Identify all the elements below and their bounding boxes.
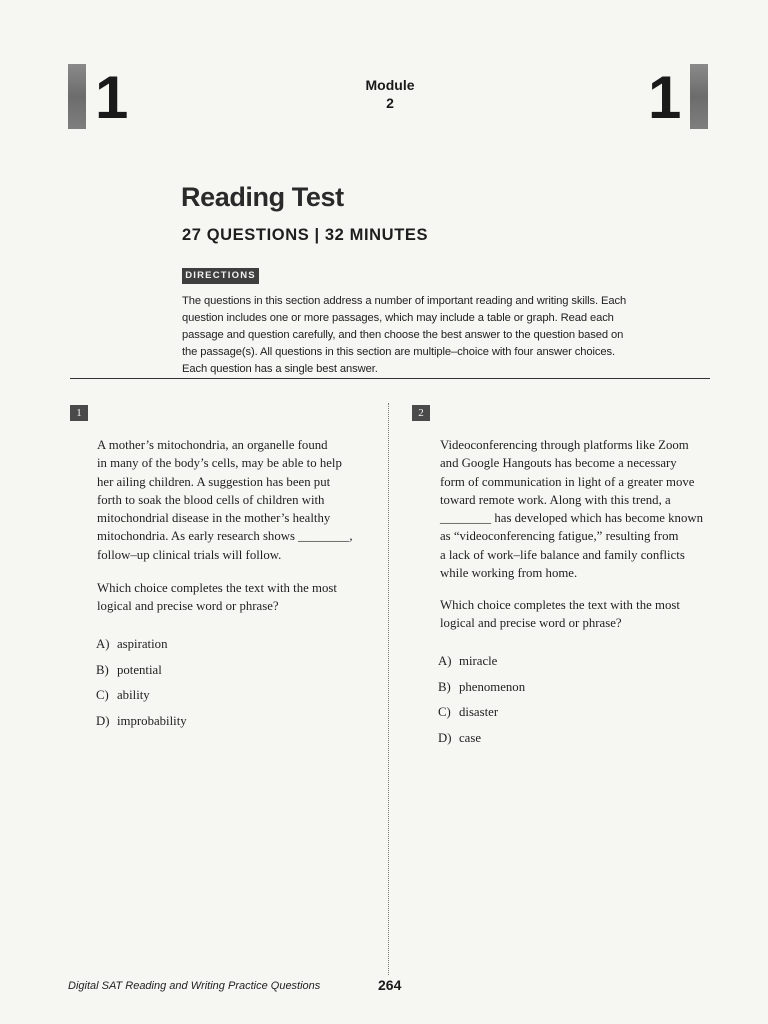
prompt-line: Which choice completes the text with the most bbox=[97, 581, 337, 595]
passage-line: Videoconferencing through platforms like Zoom bbox=[440, 438, 689, 452]
choice-letter: C) bbox=[438, 705, 451, 720]
choice-letter: D) bbox=[96, 714, 110, 729]
directions-line: passage and question carefully, and then choose the best answer to the question based on bbox=[182, 328, 624, 341]
choice-letter: D) bbox=[438, 731, 452, 746]
passage-line: A mother’s mitochondria, an organelle found bbox=[97, 438, 328, 452]
column-divider bbox=[388, 403, 389, 975]
answer-choice-b[interactable] bbox=[438, 678, 525, 704]
question-1-choices bbox=[96, 635, 187, 738]
passage-line: ________ has developed which has become known bbox=[440, 511, 703, 526]
choice-letter: A) bbox=[96, 637, 110, 651]
passage-line: mitochondria. As early research shows ________, bbox=[97, 529, 353, 544]
answer-choice-d[interactable] bbox=[96, 712, 187, 738]
choice-text: improbability bbox=[117, 714, 187, 729]
passage-line: in many of the body’s cells, may be able to help bbox=[97, 456, 342, 471]
passage-line: her ailing children. A suggestion has been put bbox=[97, 474, 331, 489]
choice-text: miracle bbox=[459, 654, 498, 668]
directions-line: the passage(s). All questions in this section are multiple–choice with four answer choices. bbox=[182, 345, 616, 358]
section-tab-left bbox=[68, 64, 86, 129]
prompt-line: logical and precise word or phrase? bbox=[440, 616, 622, 631]
choice-text: potential bbox=[117, 662, 162, 677]
prompt-line: Which choice completes the text with the most bbox=[440, 598, 680, 612]
passage-line: while working from home. bbox=[440, 566, 578, 581]
answer-choice-b[interactable] bbox=[96, 661, 187, 687]
answer-choice-c[interactable] bbox=[96, 686, 187, 712]
answer-choice-d[interactable] bbox=[438, 729, 525, 755]
question-2-prompt bbox=[440, 596, 680, 633]
choice-text: ability bbox=[117, 688, 150, 703]
directions-line: The questions in this section address a number of important reading and writing skills. Each bbox=[182, 295, 627, 307]
question-1-passage bbox=[97, 436, 353, 564]
section-divider-rule bbox=[70, 378, 710, 379]
passage-line: forth to soak the blood cells of children with bbox=[97, 492, 325, 507]
directions-line: Each question has a single best answer. bbox=[182, 362, 378, 375]
passage-line: a lack of work–life balance and family conflicts bbox=[440, 547, 685, 562]
footer-book-title: Digital SAT Reading and Writing Practice Questions bbox=[68, 980, 321, 992]
page-number: 264 bbox=[378, 977, 402, 993]
choice-letter: C) bbox=[96, 688, 109, 703]
question-2-passage bbox=[440, 436, 703, 582]
prompt-line: logical and precise word or phrase? bbox=[97, 599, 279, 614]
choice-text: phenomenon bbox=[459, 679, 526, 694]
answer-choice-a[interactable] bbox=[438, 652, 525, 678]
choice-text: disaster bbox=[459, 705, 499, 720]
module-label: Module bbox=[365, 77, 415, 93]
question-1-prompt bbox=[97, 579, 337, 616]
directions-label: DIRECTIONS bbox=[182, 268, 259, 284]
page-subtitle: 27 QUESTIONS | 32 MINUTES bbox=[182, 226, 429, 244]
section-number-right: 1 bbox=[648, 64, 682, 131]
choice-text: aspiration bbox=[117, 637, 168, 651]
choice-letter: B) bbox=[96, 662, 109, 677]
choice-letter: B) bbox=[438, 679, 451, 694]
answer-choice-a[interactable] bbox=[96, 635, 187, 661]
passage-line: mitochondrial disease in the mother’s healthy bbox=[97, 511, 331, 526]
choice-text: case bbox=[459, 731, 482, 746]
passage-line: as “videoconferencing fatigue,” resulting from bbox=[440, 529, 679, 544]
module-number: 2 bbox=[386, 95, 394, 111]
question-number-badge: 2 bbox=[412, 405, 430, 421]
section-tab-right bbox=[690, 64, 708, 129]
choice-letter: A) bbox=[438, 654, 452, 668]
answer-choice-c[interactable] bbox=[438, 703, 525, 729]
directions-text bbox=[182, 293, 626, 378]
question-2-choices bbox=[438, 652, 525, 755]
section-number-left: 1 bbox=[95, 64, 129, 131]
passage-line: follow–up clinical trials will follow. bbox=[97, 547, 282, 562]
page-title: Reading Test bbox=[181, 182, 344, 212]
passage-line: toward remote work. Along with this trend, a bbox=[440, 492, 671, 507]
passage-line: form of communication in light of a greater move bbox=[440, 474, 695, 489]
question-number-badge: 1 bbox=[70, 405, 88, 421]
directions-line: question includes one or more passages, which may include a table or graph. Read each bbox=[182, 311, 614, 324]
passage-line: and Google Hangouts has become a necessary bbox=[440, 456, 677, 471]
